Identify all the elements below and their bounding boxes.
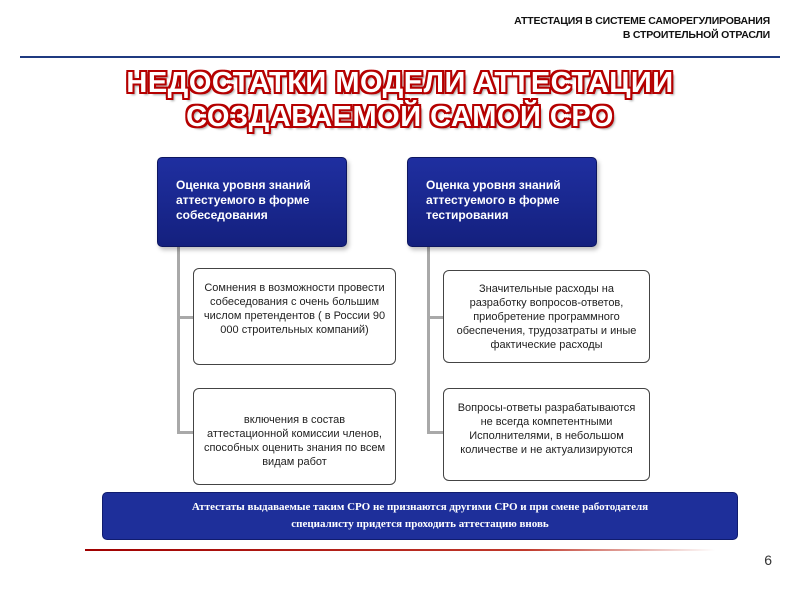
- drawback-text: Значительные расходы на разработку вопросов-ответов, приобретение программного обеспечения, трудозатраты и иные фактические расходы: [456, 282, 637, 351]
- drawback-interview-2: [193, 388, 396, 485]
- slide-title: [0, 66, 800, 134]
- conclusion-line2: специалисту придется проходить аттестацию вновь: [291, 518, 549, 530]
- connector-right-2: [427, 431, 444, 434]
- conclusion-banner: [102, 492, 738, 540]
- drawback-interview-1: [193, 268, 396, 365]
- drawback-text: Сомнения в возможности провести собеседования с очень большим числом претендентов ( в России 90 000 строительных компаний): [203, 281, 386, 336]
- page-number: 6: [764, 552, 772, 568]
- bottom-divider: [85, 549, 715, 551]
- section-header: [450, 14, 770, 42]
- connector-right-1: [427, 316, 444, 319]
- heading-testing: Оценка уровня знаний аттестуемого в форме тестирования: [407, 157, 597, 247]
- section-header-line1: АТТЕСТАЦИЯ В СИСТЕМЕ САМОРЕГУЛИРОВАНИЯ: [514, 15, 770, 27]
- drawback-testing-1: [443, 270, 650, 363]
- connector-left-1: [177, 316, 194, 319]
- slide-title-line1: НЕДОСТАТКИ МОДЕЛИ АТТЕСТАЦИИ: [126, 67, 674, 99]
- drawback-testing-2: [443, 388, 650, 481]
- conclusion-line1: Аттестаты выдаваемые таким СРО не признаются другими СРО и при смене работодателя: [191, 501, 649, 513]
- connector-right-vertical: [427, 247, 430, 433]
- heading-interview: Оценка уровня знаний аттестуемого в форме собеседования: [157, 157, 347, 247]
- drawback-text: Вопросы-ответы разрабатываются не всегда компетентными Исполнителями, в небольшом количестве и не актуализируются: [457, 401, 636, 456]
- drawback-text: включения в состав аттестационной комиссии членов, способных оценить знания по всем видам работ: [203, 413, 386, 468]
- slide-title-line2: СОЗДАВАЕМОЙ САМОЙ СРО: [186, 101, 614, 133]
- connector-left-2: [177, 431, 194, 434]
- connector-left-vertical: [177, 247, 180, 433]
- section-header-line2: В СТРОИТЕЛЬНОЙ ОТРАСЛИ: [622, 29, 770, 41]
- top-divider: [20, 56, 780, 58]
